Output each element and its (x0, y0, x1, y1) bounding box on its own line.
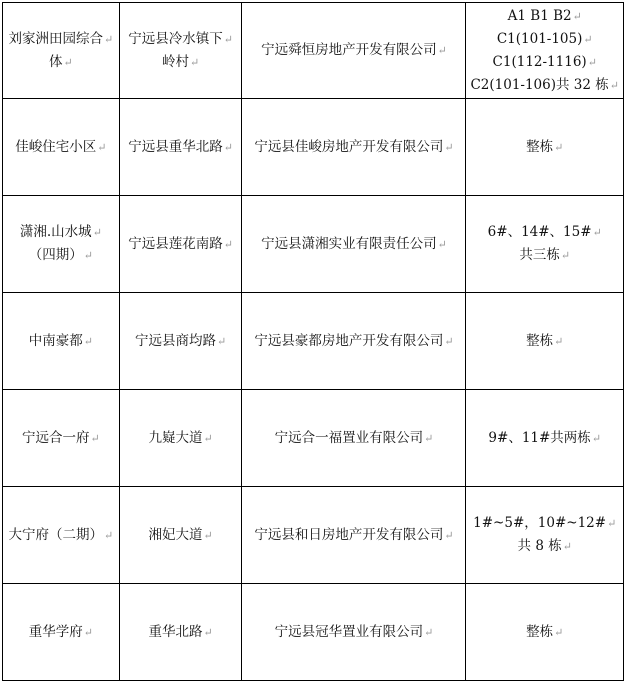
return-mark-icon: ↵ (607, 517, 617, 530)
return-mark-icon: ↵ (562, 540, 572, 553)
location-text: 宁远县重华北路 (128, 138, 223, 155)
table-row (3, 584, 624, 681)
project-table (2, 2, 624, 681)
return-mark-icon: ↵ (104, 528, 114, 542)
developer-text: 宁远舜恒房地产开发有限公司 (261, 42, 437, 58)
buildings-cell (466, 390, 624, 487)
location-text: 九嶷大道 (148, 429, 203, 446)
developer-text: 宁远县和日房地产开发有限公司 (254, 526, 444, 543)
developer-cell (242, 196, 466, 293)
location-cell (119, 3, 242, 99)
project-line (7, 244, 115, 267)
project-text: 潇湘.山水城 (19, 224, 92, 240)
return-mark-icon: ↵ (444, 334, 454, 348)
return-mark-icon: ↵ (92, 226, 102, 239)
return-mark-icon: ↵ (583, 32, 593, 46)
return-mark-icon: ↵ (554, 625, 564, 639)
buildings-line (470, 136, 619, 159)
project-name-cell (3, 390, 120, 487)
buildings-line (470, 330, 619, 353)
table-row (3, 3, 624, 99)
return-mark-icon: ↵ (424, 625, 434, 639)
project-line (7, 621, 115, 644)
return-mark-icon: ↵ (424, 431, 434, 445)
project-text: 中南豪都 (28, 332, 83, 349)
buildings-line (470, 5, 619, 28)
return-mark-icon: ↵ (203, 431, 213, 445)
project-name-cell (3, 99, 120, 196)
buildings-line (470, 244, 619, 267)
developer-line (246, 233, 461, 256)
project-text: （四期） (28, 247, 83, 263)
buildings-text: 6#、14#、15# (487, 224, 592, 240)
location-text: 重华北路 (148, 623, 203, 640)
location-text: 湘妃大道 (148, 526, 203, 543)
buildings-cell (466, 196, 624, 293)
return-mark-icon: ↵ (560, 249, 571, 262)
buildings-text: 共三栋 (519, 247, 560, 263)
project-line (7, 330, 115, 353)
return-mark-icon: ↵ (104, 32, 114, 46)
table-row (3, 487, 624, 584)
project-line (7, 524, 115, 547)
developer-line (246, 39, 461, 62)
return-mark-icon: ↵ (609, 78, 619, 92)
project-name-cell (3, 293, 120, 390)
developer-cell (242, 3, 466, 99)
return-mark-icon: ↵ (554, 140, 564, 154)
buildings-text: 9#、11#共两栋 (488, 429, 591, 446)
table-row (3, 99, 624, 196)
buildings-line (470, 51, 619, 74)
return-mark-icon: ↵ (437, 44, 447, 57)
project-line (7, 427, 115, 450)
location-line (124, 427, 238, 450)
developer-text: 宁远县冠华置业有限公司 (274, 623, 424, 640)
return-mark-icon: ↵ (223, 32, 233, 46)
return-mark-icon: ↵ (554, 334, 564, 348)
buildings-line (470, 74, 619, 97)
return-mark-icon: ↵ (223, 140, 233, 154)
buildings-text: 整栋 (526, 623, 554, 640)
return-mark-icon: ↵ (587, 55, 597, 69)
developer-line (246, 524, 461, 547)
return-mark-icon: ↵ (223, 237, 233, 251)
developer-cell (242, 487, 466, 584)
buildings-line (470, 427, 619, 450)
table-body (3, 3, 624, 681)
developer-cell (242, 390, 466, 487)
location-cell (119, 196, 242, 293)
return-mark-icon: ↵ (217, 334, 227, 348)
buildings-text: 整栋 (526, 332, 554, 349)
return-mark-icon: ↵ (572, 9, 582, 23)
developer-line (246, 427, 461, 450)
location-text: 宁远县商均路 (135, 332, 217, 349)
project-line (7, 28, 115, 51)
buildings-line (470, 535, 619, 558)
developer-cell (242, 293, 466, 390)
location-line (124, 524, 238, 547)
project-line (7, 221, 115, 244)
developer-line (246, 621, 461, 644)
buildings-line (470, 28, 619, 51)
project-name-cell (3, 196, 120, 293)
return-mark-icon: ↵ (592, 226, 602, 239)
return-mark-icon: ↵ (90, 431, 100, 445)
buildings-line (470, 221, 619, 244)
developer-cell (242, 99, 466, 196)
developer-text: 宁远县豪都房地产开发有限公司 (254, 332, 444, 349)
project-name-cell (3, 487, 120, 584)
table-row (3, 390, 624, 487)
developer-line (246, 330, 461, 353)
return-mark-icon: ↵ (190, 55, 200, 69)
return-mark-icon: ↵ (203, 528, 213, 542)
buildings-cell (466, 487, 624, 584)
project-name-cell (3, 3, 120, 99)
return-mark-icon: ↵ (591, 431, 602, 445)
location-line (124, 330, 238, 353)
project-text: 大宁府（二期） (8, 526, 104, 543)
return-mark-icon: ↵ (63, 55, 73, 69)
developer-cell (242, 584, 466, 681)
buildings-cell (466, 99, 624, 196)
project-text: 体 (49, 53, 63, 70)
return-mark-icon: ↵ (83, 334, 94, 348)
location-cell (119, 99, 242, 196)
buildings-line (470, 512, 619, 535)
project-text: 刘家洲田园综合 (8, 30, 104, 47)
buildings-text: 整栋 (526, 138, 554, 155)
table-row (3, 196, 624, 293)
project-text: 重华学府 (28, 623, 83, 640)
buildings-text: 1#~5#，10#~12# (473, 515, 607, 531)
project-text: 佳峻住宅小区 (15, 138, 97, 155)
developer-text: 宁远县潇湘实业有限责任公司 (261, 235, 437, 252)
location-line (124, 51, 238, 74)
buildings-line (470, 621, 619, 644)
project-text: 宁远合一府 (22, 429, 90, 446)
return-mark-icon: ↵ (444, 528, 454, 542)
location-text: 宁远县莲花南路 (128, 235, 223, 252)
location-line (124, 28, 238, 51)
developer-text: 宁远合一福置业有限公司 (274, 429, 424, 446)
return-mark-icon: ↵ (83, 249, 94, 262)
buildings-cell (466, 293, 624, 390)
location-cell (119, 487, 242, 584)
location-cell (119, 584, 242, 681)
buildings-text: C1(101-105) (496, 30, 583, 47)
location-text: 岭村 (162, 53, 190, 70)
return-mark-icon: ↵ (203, 625, 213, 639)
buildings-cell (466, 3, 624, 99)
buildings-text: A1 B1 B2 (507, 7, 572, 24)
table-row (3, 293, 624, 390)
return-mark-icon: ↵ (83, 625, 94, 639)
location-cell (119, 293, 242, 390)
location-line (124, 621, 238, 644)
developer-line (246, 136, 461, 159)
location-line (124, 233, 238, 256)
project-name-cell (3, 584, 120, 681)
project-line (7, 136, 115, 159)
return-mark-icon: ↵ (444, 140, 454, 154)
location-line (124, 136, 238, 159)
buildings-text: 共 8 栋 (517, 538, 562, 554)
return-mark-icon: ↵ (437, 237, 447, 251)
developer-text: 宁远县佳峻房地产开发有限公司 (254, 138, 444, 155)
project-line (7, 51, 115, 74)
buildings-cell (466, 584, 624, 681)
return-mark-icon: ↵ (97, 140, 107, 154)
location-text: 宁远县冷水镇下 (128, 30, 223, 47)
buildings-text: C1(112-1116) (492, 53, 587, 70)
location-cell (119, 390, 242, 487)
buildings-text: C2(101-106)共 32 栋 (470, 76, 609, 93)
